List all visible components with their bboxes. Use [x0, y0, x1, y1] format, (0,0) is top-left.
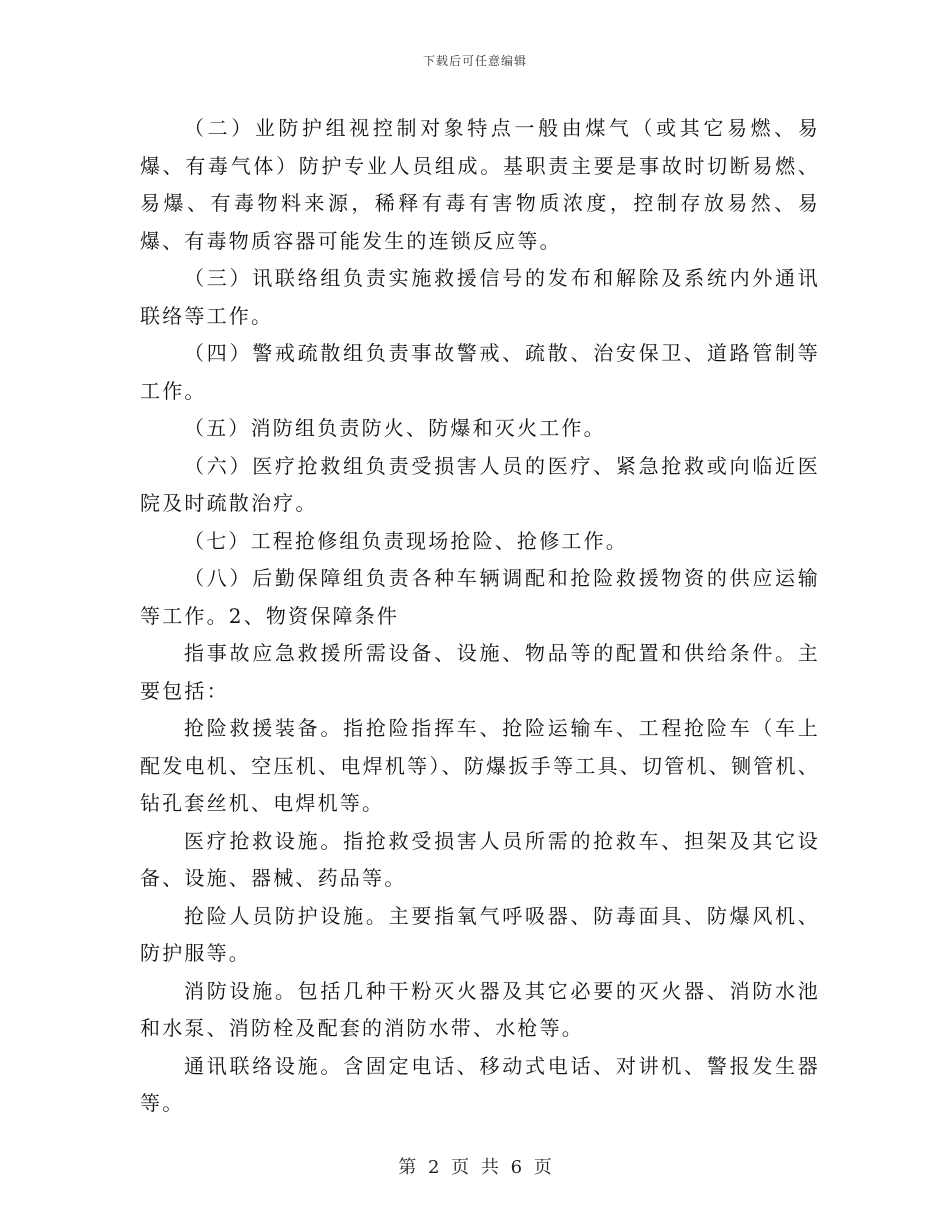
paragraph-medical-group: （六）医疗抢救组负责受损害人员的医疗、紧急抢救或向临近医院及时疏散治疗。: [140, 453, 820, 515]
paragraph-communication-facilities: 通讯联络设施。含固定电话、移动式电话、对讲机、警报发生器等。: [140, 1053, 820, 1115]
paragraph-material-intro: 指事故应急救援所需设备、设施、物品等的配置和供给条件。主要包括：: [140, 641, 820, 703]
page-header-note: 下载后可任意编辑: [422, 54, 527, 68]
paragraph-fire-facilities: 消防设施。包括几种干粉灭火器及其它必要的灭火器、消防水池和水泵、消防栓及配套的消防水带、水枪等。: [140, 978, 820, 1040]
page-number: 第 2 页 共 6 页: [398, 1157, 552, 1178]
paragraph-protection-group: （二）业防护组视控制对象特点一般由煤气（或其它易燃、易爆、有毒气体）防护专业人员组成。基职责主要是事故时切断易燃、易爆、有毒物料来源，稀释有毒有害物质浓度，控制存放易然、易爆、有毒物质容器可能发生的连锁反应等。: [140, 116, 820, 253]
paragraph-evacuation-group: （四）警戒疏散组负责事故警戒、疏散、治安保卫、道路管制等工作。: [140, 341, 820, 403]
paragraph-communication-group: （三）讯联络组负责实施救援信号的发布和解除及系统内外通讯联络等工作。: [140, 266, 820, 328]
paragraph-rescue-equipment: 抢险救援装备。指抢险指挥车、抢险运输车、工程抢险车（车上配发电机、空压机、电焊机等）、防爆扳手等工具、切管机、铡管机、钻孔套丝机、电焊机等。: [140, 716, 820, 815]
paragraph-fire-group: （五）消防组负责防火、防爆和灭火工作。: [184, 416, 606, 440]
paragraph-protective-facilities: 抢险人员防护设施。主要指氧气呼吸器、防毒面具、防爆风机、防护服等。: [140, 903, 820, 965]
document-body: [140, 110, 820, 1123]
paragraph-repair-group: （七）工程抢修组负责现场抢险、抢修工作。: [184, 528, 628, 553]
paragraph-logistics-group: （八）后勤保障组负责各种车辆调配和抢险救援物资的供应运输等工作。2、物资保障条件: [140, 566, 820, 628]
paragraph-medical-facilities: 医疗抢救设施。指抢救受损害人员所需的抢救车、担架及其它设备、设施、器械、药品等。: [140, 828, 820, 890]
